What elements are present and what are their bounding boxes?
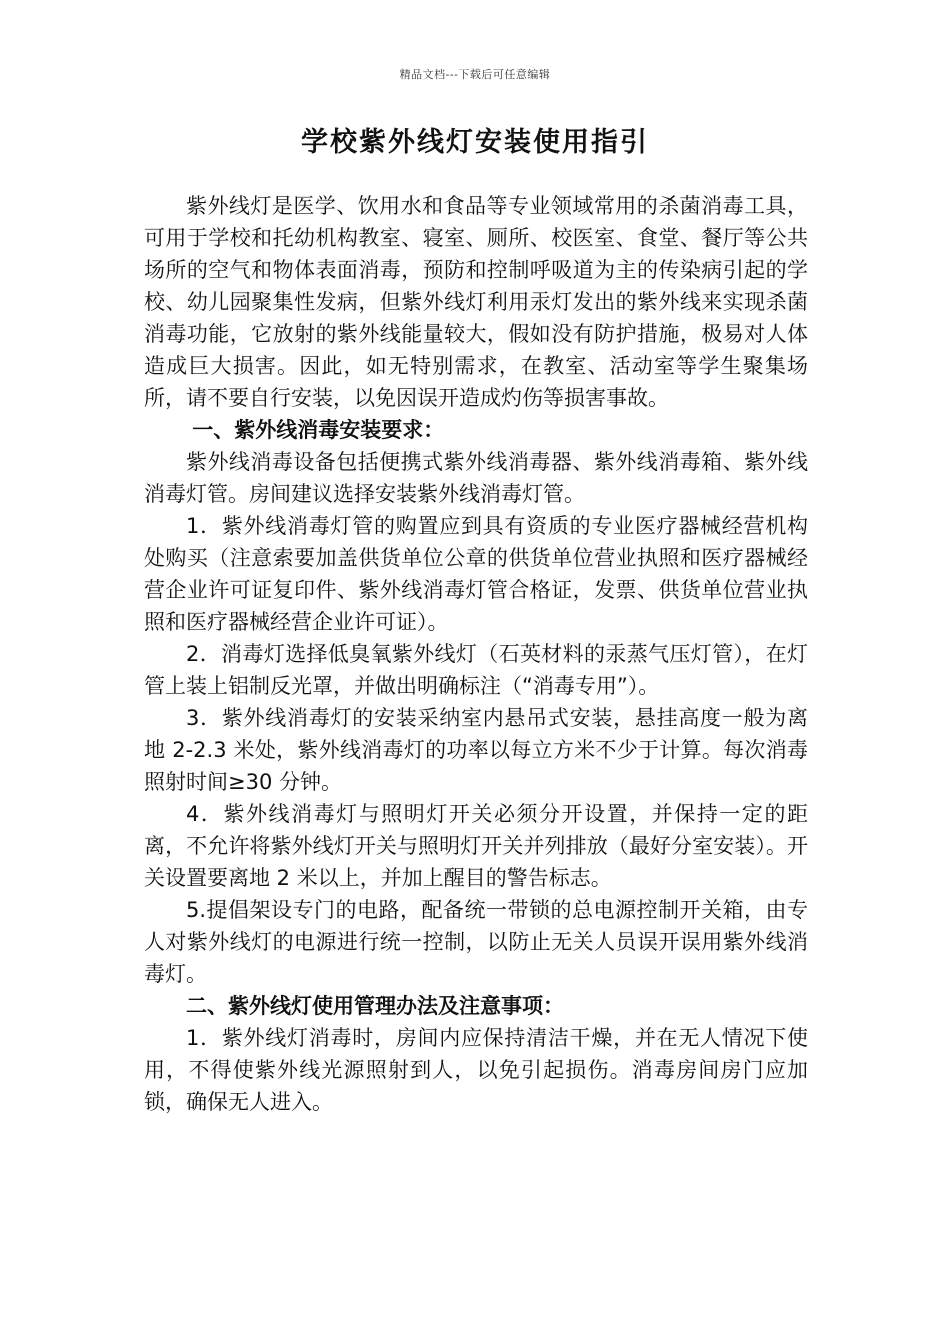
intro-paragraph: 紫外线灯是医学、饮用水和食品等专业领域常用的杀菌消毒工具，可用于学校和托幼机构教室、寝室、厕所、校医室、食堂、餐厅等公共场所的空气和物体表面消毒，预防和控制呼吸道为主的传染病引起的学校、幼儿园聚集性发病，但紫外线灯利用汞灯发出的紫外线来实现杀菌消毒功能，它放射的紫外线能量较大，假如没有防护措施，极易对人体造成巨大损害。因此，如无特别需求，在教室、活动室等学生聚集场所，请不要自行安装，以免因误开造成灼伤等损害事故。 — [144, 194, 808, 410]
section-2-item: 1．紫外线灯消毒时，房间内应保持清洁干燥，并在无人情况下使用，不得使紫外线光源照射到人，以免引起损伤。消毒房间房门应加锁，确保无人进入。 — [144, 1026, 808, 1114]
header-note: 精品文档---下载后可任意编辑 — [399, 68, 551, 81]
section-1-item: 1．紫外线消毒灯管的购置应到具有资质的专业医疗器械经营机构处购买（注意索要加盖供货单位公章的供货单位营业执照和医疗器械经营企业许可证复印件、紫外线消毒灯管合格证，发票、供货单位营业执照和医疗器械经营企业许可证）。 — [144, 514, 808, 634]
section-2-heading: 二、紫外线灯使用管理办法及注意事项： — [186, 994, 564, 1018]
section-1-item: 2．消毒灯选择低臭氧紫外线灯（石英材料的汞蒸气压灯管），在灯管上装上铝制反光罩，并做出明确标注（“消毒专用”）。 — [144, 642, 808, 698]
section-1-item: 4．紫外线消毒灯与照明灯开关必须分开设置，并保持一定的距离，不允许将紫外线灯开关与照明灯开关并列排放（最好分室安装）。开关设置要离地 2 米以上，并加上醒目的警告标志。 — [144, 802, 808, 890]
section-1-item: 5.提倡架设专门的电路，配备统一带锁的总电源控制开关箱，由专人对紫外线灯的电源进行统一控制，以防止无关人员误开误用紫外线消毒灯。 — [144, 898, 808, 986]
document-body — [144, 190, 808, 1118]
document-title: 学校紫外线灯安装使用指引 — [301, 127, 649, 158]
section-1-heading: 一、紫外线消毒安装要求： — [192, 418, 445, 442]
section-1-intro: 紫外线消毒设备包括便携式紫外线消毒器、紫外线消毒箱、紫外线消毒灯管。房间建议选择安装紫外线消毒灯管。 — [144, 450, 808, 506]
section-1-item: 3．紫外线消毒灯的安装采纳室内悬吊式安装，悬挂高度一般为离地 2-2.3 米处，紫外线消毒灯的功率以每立方米不少于计算。每次消毒照射时间≥30 分钟。 — [144, 706, 808, 794]
